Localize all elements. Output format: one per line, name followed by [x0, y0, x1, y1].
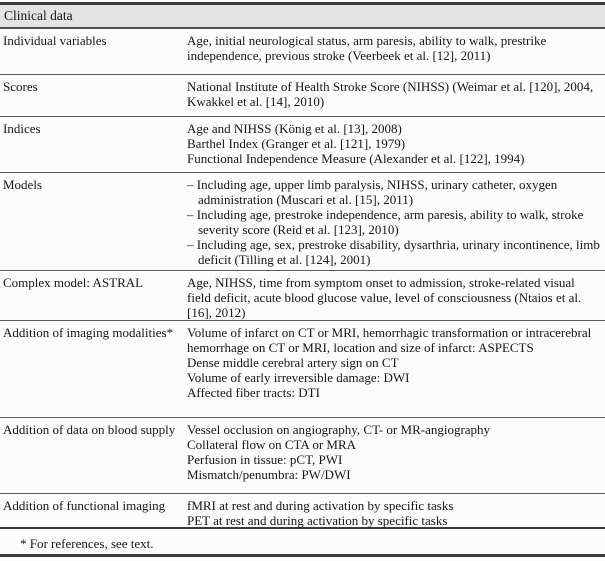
row-label: Individual variables — [3, 33, 107, 48]
row-content — [184, 494, 605, 527]
content-line: Collateral flow on CTA or MRA — [187, 437, 357, 452]
row-label: Complex model: ASTRAL — [3, 275, 144, 290]
row-label: Addition of data on blood supply — [3, 422, 176, 437]
content-line: Vessel occlusion on angiography, CT- or MR-angiography — [187, 422, 491, 437]
table-row — [0, 29, 605, 75]
row-content — [184, 173, 605, 270]
content-line: – Including age, prestroke independence, arm paresis, ability to walk, stroke severity score (Reid et al. [123], 2010) — [187, 207, 584, 237]
table-row — [0, 75, 605, 117]
table-row — [0, 494, 605, 529]
row-label: Models — [3, 177, 42, 192]
row-content — [184, 117, 605, 172]
content-line: fMRI at rest and during activation by specific tasks — [187, 498, 454, 513]
table-title: Clinical data — [4, 8, 73, 23]
table-row — [0, 271, 605, 321]
table-header-row — [0, 5, 605, 29]
row-label: Addition of imaging modalities* — [3, 325, 174, 340]
content-line: Volume of infarct on CT or MRI, hemorrhagic transformation or intracerebral hemorrhage on CT or MRI, location and size of infarct: ASPECTS — [187, 325, 592, 355]
table-row — [0, 173, 605, 271]
content-line: Mismatch/penumbra: PW/DWI — [187, 467, 351, 482]
row-content — [184, 75, 605, 116]
content-line: Dense middle cerebral artery sign on CT — [187, 355, 399, 370]
content-line: – Including age, sex, prestroke disability, dysarthria, urinary incontinence, limb deficit (Tilling et al. [124], 2001) — [187, 237, 600, 267]
row-label: Scores — [3, 79, 38, 94]
content-line: Affected fiber tracts: DTI — [187, 385, 320, 400]
table-footnote — [0, 529, 605, 557]
row-content — [184, 321, 605, 417]
content-line: Age and NIHSS (König et al. [13], 2008) — [187, 121, 402, 136]
content-line: National Institute of Health Stroke Score (NIHSS) (Weimar et al. [120], 2004, Kwakkel et al. [14], 2010) — [187, 79, 594, 109]
content-line: Age, NIHSS, time from symptom onset to admission, stroke-related visual field deficit, acute blood glucose value, level of consciousness (Ntaios et al. [16], 2012) — [187, 275, 582, 320]
table-row — [0, 321, 605, 418]
content-line: Age, initial neurological status, arm paresis, ability to walk, prestrike independence, previous stroke (Veerbeek et al. [12], 2011) — [187, 33, 547, 63]
content-line: Functional Independence Measure (Alexander et al. [122], 1994) — [187, 151, 525, 166]
content-line: – Including age, upper limb paralysis, NIHSS, urinary catheter, oxygen administration (Muscari et al. [15], 2011) — [187, 177, 558, 207]
row-label: Indices — [3, 121, 41, 136]
table-row — [0, 418, 605, 494]
content-line: Barthel Index (Granger et al. [121], 1979) — [187, 136, 406, 151]
row-content — [184, 418, 605, 493]
content-line: Perfusion in tissue: pCT, PWI — [187, 452, 343, 467]
row-content — [184, 271, 605, 320]
footnote-text: * For references, see text. — [20, 536, 154, 551]
content-line: Volume of early irreversible damage: DWI — [187, 370, 410, 385]
row-label: Addition of functional imaging — [3, 498, 166, 513]
content-line: PET at rest and during activation by specific tasks — [187, 513, 448, 528]
table-row — [0, 117, 605, 173]
row-content — [184, 29, 605, 74]
